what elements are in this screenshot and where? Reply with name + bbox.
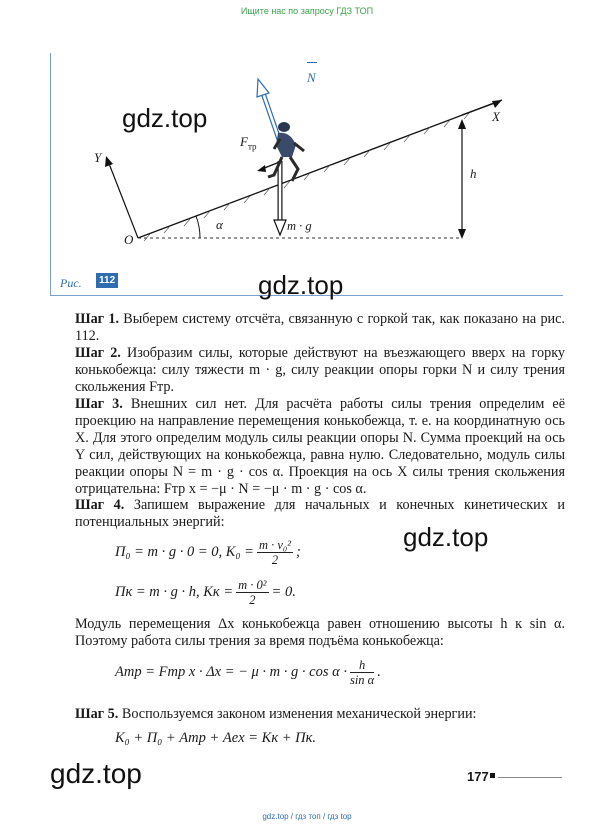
label-n-vector-bar	[307, 62, 317, 63]
skater-figure	[268, 122, 304, 181]
top-link[interactable]: Ищите нас по запросу ГДЗ ТОП	[240, 6, 374, 16]
label-origin: O	[124, 232, 134, 247]
label-h: h	[470, 166, 477, 181]
y-axis	[108, 161, 138, 238]
y-axis-arrowhead	[105, 156, 113, 167]
formula-energy-law: K₀ + П₀ + Aтр + Aex = Kк + Пк.	[115, 730, 317, 746]
step-1: Шаг 1. Выберем систему отсчёта, связанную с горкой так, как показано на рис. 112.	[75, 311, 565, 344]
step-4: Шаг 4. Запишем выражение для начальных и конечных кинетических и потенциальных энергий:	[75, 497, 565, 530]
label-y: Y	[94, 150, 102, 165]
step-3: Шаг 3. Внешних сил нет. Для расчёта работы силы трения определим её проекцию на направление перемещения конькобежца, т. е. на координатную ось X. Для этого определим модуль силы реакции опоры N. Сумма проекций на ось Y сил, действующих на конькобежца, равна нулю. Следовательно, модуль силы реакции опоры N = m · g · cos α. Проекция на ось X силы трения скольжения отрицательна: Fтр x = −μ · N = −μ · m · g · cos α.	[75, 396, 565, 497]
page-marker	[490, 773, 495, 778]
label-n: N	[307, 70, 316, 85]
figure-caption: Рис.	[60, 276, 82, 290]
label-x: X	[492, 109, 500, 124]
label-f: $F_{тр}$	[240, 134, 257, 152]
label-mg: m · g	[287, 219, 312, 233]
formula-final-energy: Пк = m · g · h, Kк = $\frac{\text{m · 0²}}{2}$ = 0.	[115, 578, 296, 607]
x-axis-arrowhead	[492, 100, 502, 108]
watermark: gdz.top	[122, 103, 208, 133]
watermark: gdz.top	[50, 758, 142, 789]
angle-arc	[196, 216, 200, 238]
page-number: 177	[467, 769, 489, 784]
page-rule	[498, 777, 562, 778]
step-5: Шаг 5. Воспользуемся законом изменения механической энергии:	[75, 706, 477, 722]
figure-number-badge: 112	[96, 273, 118, 288]
figure-112-diagram	[50, 53, 562, 295]
formula-friction-work: Aтр = Fтр x · Δx = − μ · m · g · cos α · $\frac{h}{\text{sin α}}$ .	[115, 658, 381, 687]
step-2: Шаг 2. Изобразим силы, которые действуют на въезжающего вверх на горку конькобежца: силу тяжести m · g, силу реакции опоры горки N и силу трения скольжения Fтр.	[75, 345, 565, 395]
watermark: gdz.top	[258, 270, 344, 300]
formula-initial-energy: П₀ = m · g · 0 = 0, K₀ = $\frac{\text{m · v₀²}}{2}$ ;	[115, 538, 301, 567]
watermark: gdz.top	[403, 522, 489, 552]
label-alpha: α	[216, 217, 223, 232]
displacement-text: Модуль перемещения Δx конькобежца равен отношению высоты h к sin α. Поэтому работа силы трения за время подъёма конькобежца:	[75, 616, 565, 649]
bottom-link[interactable]: gdz.top / гдз топ / гдз top	[262, 812, 352, 821]
